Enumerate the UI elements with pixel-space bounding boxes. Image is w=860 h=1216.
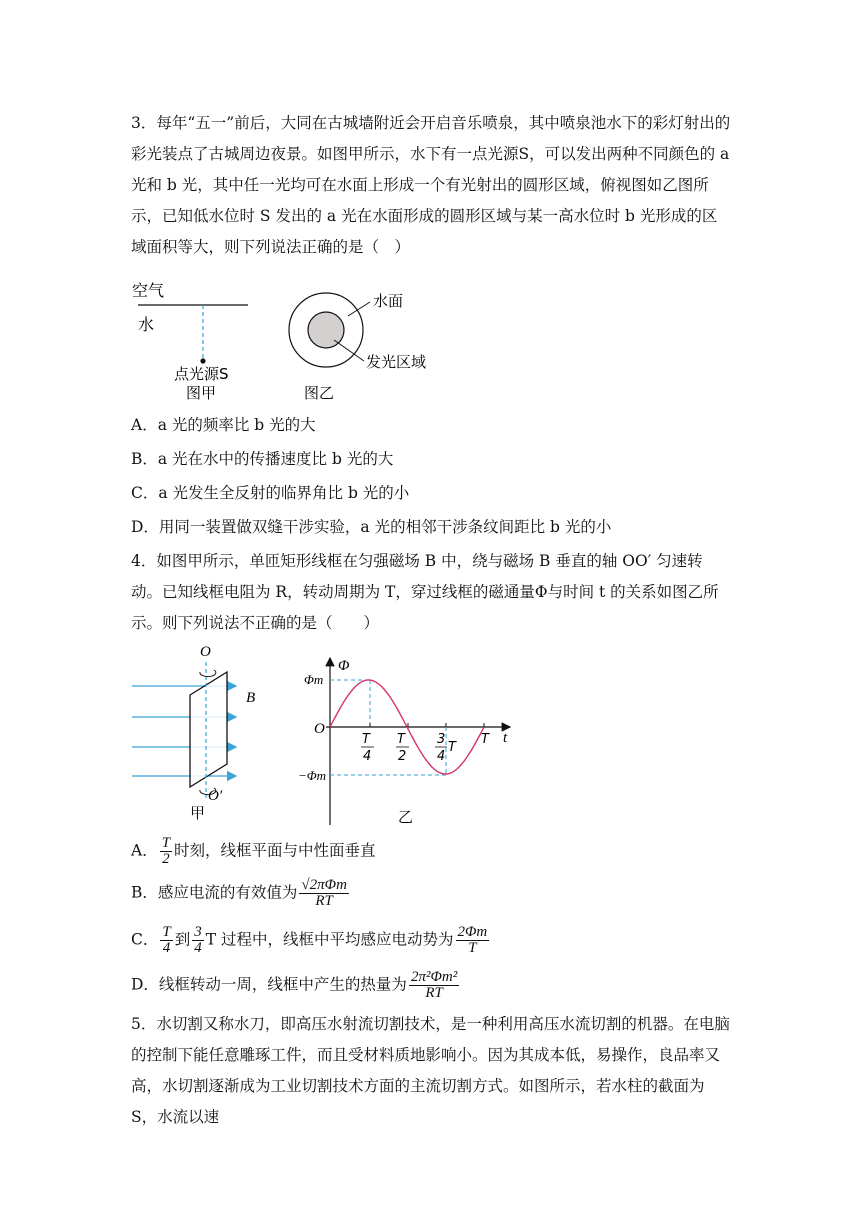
label-phi-m: Φm [304,672,324,687]
question-5-stem: 5．水切割又称水刀，即高压水射流切割技术，是一种利用高压水流切割的机器。在电脑的控制下能任意雕琢工件，而且受材料质地影响小。因为其成本低，易操作，良品率又高，水切割逐渐成为工业切割技术方面的主流切割方式。如图所示，若水柱的截面为 S，水流以速 [131,1015,730,1126]
label-water-surface: 水面 [373,292,404,310]
q3-option-a: A．a 光的频率比 b 光的大 [131,416,316,434]
tick-label-3T4-num: 3 [437,732,446,747]
q4-option-a: A． $\frac{T}{2}$ 时刻，线框平面与中性面垂直 [131,835,376,867]
tick-label-3T4-T: T [448,740,456,755]
rotation-arrow-top [200,670,216,677]
label-jia: 甲 [190,804,206,820]
label-t: t [503,730,508,746]
label-glow-region: 发光区域 [366,353,427,371]
label-neg-phi-m: −Φm [298,768,327,783]
tick-label-T4-den: 4 [363,749,372,764]
question-4-stem: 4．如图甲所示，单匝矩形线框在匀强磁场 B 中，绕与磁场 B 垂直的轴 OO′ 匀速转动。已知线框电阻为 R，转动周期为 T，穿过线框的磁通量Φ与时间 t 的关系如图乙所示。则下列说法不正确的是（ ） [131,552,719,632]
question-3-stem: 3．每年“五一”前后，大同在古城墙附近会开启音乐喷泉，其中喷泉池水下的彩灯射出的彩光装点了古城周边夜景。如图甲所示，水下有一点光源S，可以发出两种不同颜色的 a 光和 b 光，其中任一光均可在水面上形成一个有光射出的圆形区域，俯视图如乙图所示，已知低水位时 S 发出的 a 光在水面形成的圆形区域与某一高水位时 b 光形成的区域面积等大，则下列说法正确的是（ ） [131,114,731,256]
label-phi: Φ [338,658,350,674]
q4-option-b: B．感应电流的有效值为 $\frac{\text{√2πΦm}}{RT}$ [131,877,347,909]
tick-label-T2-num: T [397,732,405,747]
question-3-figure [128,274,468,404]
tick-label-3T4-den: 4 [437,749,446,764]
tick-label-T2-den: 2 [398,749,407,764]
label-point-source: 点光源S [174,365,229,383]
label-water: 水 [138,315,155,334]
q4-option-d: D．线框转动一周，线框中产生的热量为 $\frac{\text{2π²Φm²}}{RT}$ [131,969,458,1001]
tick-label-T4-num: T [362,732,370,747]
label-figure-yi: 图乙 [304,384,335,402]
q3-option-b: B．a 光在水中的传播速度比 b 光的大 [131,450,394,468]
label-figure-jia: 图甲 [186,384,217,402]
label-O: O [200,644,211,660]
q3-option-c: C．a 光发生全反射的临界角比 b 光的小 [131,484,410,502]
label-origin: O [314,721,325,737]
q3-option-d: D．用同一装置做双缝干涉实验，a 光的相邻干涉条纹间距比 b 光的小 [131,518,612,536]
label-yi: 乙 [398,808,414,826]
inner-circle-glow-region [308,312,344,348]
q4-option-c: C． $\frac{T}{4}$ 到 $\frac{3}{4}$ T 过程中，线框中平均感应电动势为 $\frac{2\Phi m}{T}$ [131,924,488,956]
question-4-figure-yi [298,650,528,830]
rectangular-coil [190,672,227,787]
tick-label-T: T [481,732,489,747]
point-source-dot [200,358,205,363]
label-O-prime: O′ [208,788,223,804]
question-4-figure-jia [128,640,278,820]
label-B: B [246,690,256,706]
label-air: 空气 [132,281,165,300]
